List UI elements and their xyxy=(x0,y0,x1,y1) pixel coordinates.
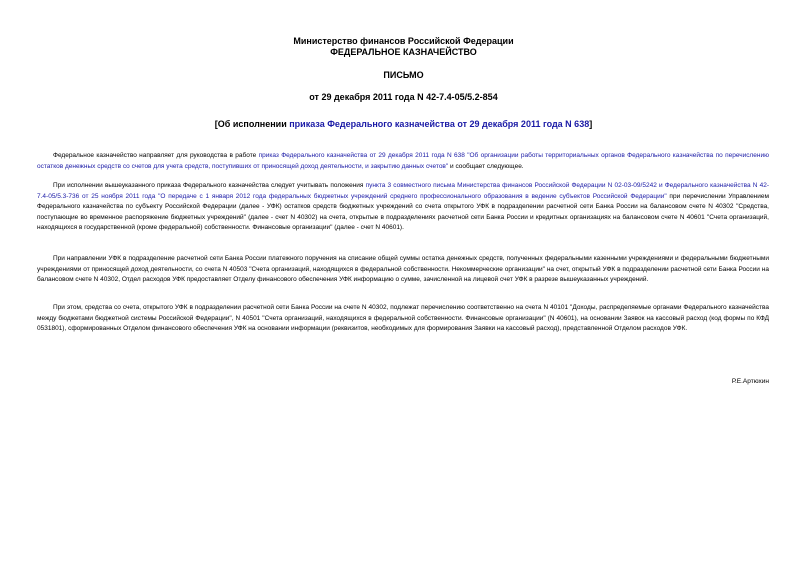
ministry-name: Министерство финансов Российской Федерации xyxy=(293,36,514,46)
paragraph-1 xyxy=(37,151,769,172)
document-date-number: от 29 декабря 2011 года N 42-7.4-05/5.2-854 xyxy=(309,92,498,102)
paragraph-1-text-end: и сообщает следующее. xyxy=(448,162,524,170)
subject-suffix: ] xyxy=(589,119,593,129)
paragraph-2 xyxy=(37,181,769,234)
paragraph-2-text: При исполнении вышеуказанного приказа Федерального казначейства следует учитывать положения xyxy=(53,182,366,189)
signature: Р.Е.Артюхин xyxy=(731,378,769,385)
document-type: ПИСЬМО xyxy=(383,70,424,80)
joint-letter-link[interactable]: пункта 3 совместного письма Министерства финансов Российской Федерации N 02-03-09/5242 и Федерального казначейства N 42-7.4-05/5.3-736 от 25 ноября 2011 года "О передаче с 1 января 2012 года федеральных бюджетных учреждений среднего профессионального образования в ведение субъектов Российской Федерации" xyxy=(37,182,769,200)
document-subject xyxy=(0,119,807,130)
paragraph-1-text: Федеральное казначейство направляет для руководства в работе xyxy=(53,152,259,159)
paragraph-3-text: При направлении УФК в подразделение расчетной сети Банка России платежного поручения на списание общей суммы остатка денежных средств, полученных федеральными казенными учреждениями и федеральными бюджетными учреждениями от приносящей доход деятельности, со счета N 40503 "Счета организаций, находящихся в федеральной собственности. Некоммерческие организации" на счет, открытый УФК в подразделении расчетной сети Банка России на балансовом счете N 40302, Отдел расходов УФК предоставляет Отделу финансового обеспечения УФК информацию о сумме, зачисленной на лицевой счет УФК в разрезе вышеуказанных учреждений. xyxy=(37,255,769,283)
paragraph-4-text: При этом, средства со счета, открытого УФК в подразделении расчетной сети Банка России на счете N 40302, подлежат перечислению соответственно на счета N 40101 "Доходы, распределяемые органами Федерального казначейства между бюджетами бюджетной системы Российской Федерации", N 40501 "Счета организаций, находящихся в федеральной собственности. Финансовые организации" (N 40601), на основании Заявок на кассовый расход (код формы по КФД 0531801), сформированных Отделом финансового обеспечения УФК на основании информации (реквизитов, необходимых для формирования Заявки на кассовый расход), представленной Отделом расходов УФК. xyxy=(37,304,769,332)
paragraph-2-text-end: при перечислении Управлением Федерального казначейства по субъекту Российской Федерации (далее - УФК) остатков средств бюджетных учреждений со счета открытого УФК в подразделении расчетной сети Банка России на балансовом счете N 40302 "Средства, поступающие во временное распоряжение бюджетных учреждений" (далее - счет N 40302) на счета, открытые в подразделениях расчетной сети Банка России и кредитных организациях на балансовом счете N 40601 "Счета организаций, находящихся в государственной (кроме федеральной) собственности. Финансовые организации" (далее - счет N 40601). xyxy=(37,192,769,231)
order-638-link[interactable]: приказ Федерального казначейства от 29 декабря 2011 года N 638 "Об организации работы территориальных органов Федерального казначейства по перечислению остатков денежных средств со счетов для учета средств, поступивших от приносящей доход деятельности, и закрытию данных счетов" xyxy=(37,152,769,170)
treasury-name: ФЕДЕРАЛЬНОЕ КАЗНАЧЕЙСТВО xyxy=(330,47,477,57)
subject-prefix: [Об исполнении xyxy=(214,119,290,129)
paragraph-3 xyxy=(37,254,769,286)
subject-order-link[interactable]: приказа Федерального казначейства от 29 декабря 2011 года N 638 xyxy=(289,119,590,129)
paragraph-4 xyxy=(37,303,769,335)
